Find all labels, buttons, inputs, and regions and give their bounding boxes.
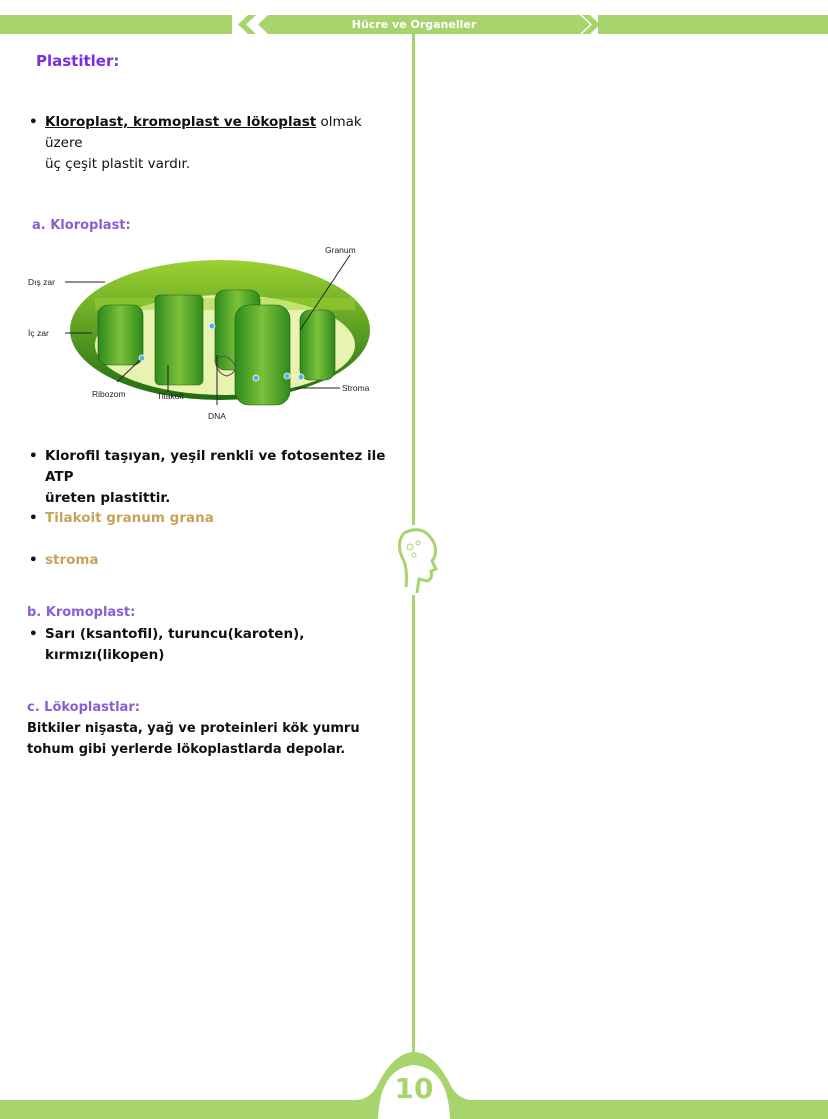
- label-ribozom: Ribozom: [92, 389, 126, 399]
- intro-line2: üç çeşit plastit vardır.: [45, 156, 191, 172]
- kloroplast-bullet-1: [29, 446, 395, 509]
- kromoplast-bullet: [29, 624, 405, 666]
- bullet-text: Tilakoit granum grana: [45, 510, 214, 526]
- lokoplast-text: [27, 718, 360, 760]
- bullet-text: üreten plastittir.: [45, 490, 171, 506]
- bullet-dot: •: [29, 552, 38, 568]
- page-number: 10: [394, 1072, 434, 1105]
- label-tilakoit: Tilakoit: [157, 391, 184, 401]
- kloroplast-heading: a. Kloroplast:: [32, 218, 131, 233]
- paragraph-line: tohum gibi yerlerde lökoplastlarda depolar.: [27, 742, 346, 757]
- label-ic-zar: İç zar: [28, 328, 49, 338]
- label-stroma: Stroma: [342, 383, 370, 393]
- label-dis-zar: Dış zar: [28, 277, 55, 287]
- label-granum: Granum: [325, 245, 356, 255]
- bullet-dot: •: [29, 114, 38, 130]
- intro-underlined: Kloroplast, kromoplast ve lökoplast: [45, 114, 317, 130]
- intro-rest: olmak üzere: [45, 114, 362, 151]
- head-logo-icon: [390, 525, 440, 595]
- lokoplast-heading: c. Lökoplastlar:: [27, 700, 140, 715]
- kloroplast-bullet-3: [29, 550, 99, 571]
- label-dna: DNA: [208, 411, 226, 421]
- kromoplast-heading: b. Kromoplast:: [27, 605, 136, 620]
- bullet-text: Klorofil taşıyan, yeşil renkli ve fotosentez ile ATP: [45, 448, 386, 485]
- intro-bullet: [29, 112, 395, 175]
- chloroplast-diagram: [20, 230, 390, 430]
- bullet-text: stroma: [45, 552, 99, 568]
- paragraph-line: Bitkiler nişasta, yağ ve proteinleri kök yumru: [27, 721, 360, 736]
- bullet-dot: •: [29, 510, 38, 526]
- kloroplast-bullet-2: [29, 508, 214, 529]
- bullet-dot: •: [29, 626, 38, 642]
- bullet-text: Sarı (ksantofil), turuncu(karoten), kırmızı(likopen): [45, 626, 305, 663]
- bullet-dot: •: [29, 448, 38, 464]
- header-title: Hücre ve Organeller: [351, 18, 477, 31]
- section-title: Plastitler:: [36, 52, 120, 70]
